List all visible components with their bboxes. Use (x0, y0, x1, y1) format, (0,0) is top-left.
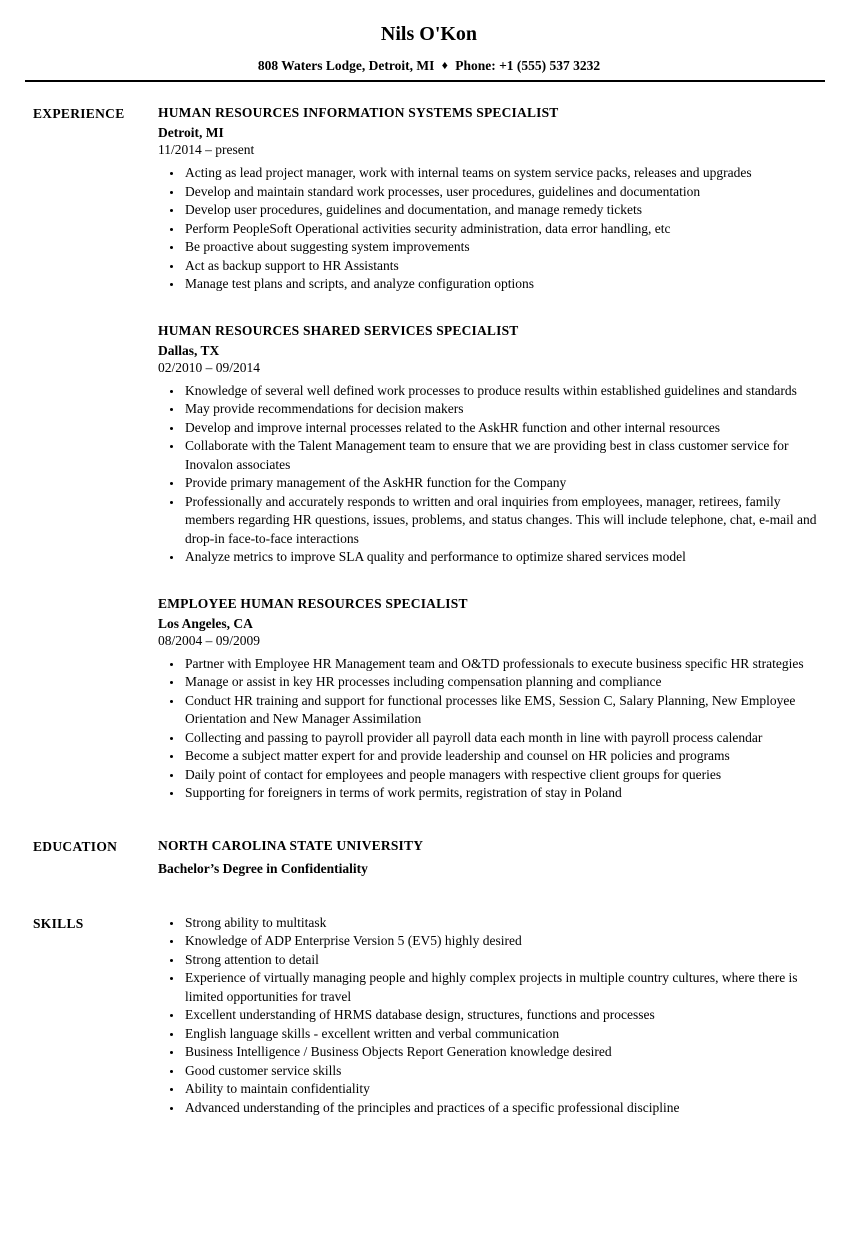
job-entry-3 (158, 594, 825, 803)
bullet-item: • Acting as lead project manager, work with internal teams on system service packs, releases and upgrades (183, 164, 825, 183)
bullet-item: • Perform PeopleSoft Operational activities security administration, data error handling, etc (183, 220, 825, 239)
bullet-item: • Strong ability to multitask (183, 914, 825, 933)
bullet-item: • Knowledge of ADP Enterprise Version 5 (EV5) highly desired (183, 932, 825, 951)
job-bullet-list (158, 382, 825, 567)
skills-label: SKILLS (33, 915, 84, 931)
bullet-item: • Develop user procedures, guidelines and documentation, and manage remedy tickets (183, 201, 825, 220)
candidate-name: Nils O'Kon (380, 23, 478, 45)
bullet-item: • Experience of virtually managing people and highly complex projects in multiple country cultures, where there is limited opportunities for travel (183, 969, 825, 1006)
bullet-item: • Become a subject matter expert for and provide leadership and counsel on HR policies and programs (183, 747, 825, 766)
bullet-item: • Good customer service skills (183, 1062, 825, 1081)
resume-header (33, 22, 825, 82)
bullet-item: • Conduct HR training and support for functional processes like EMS, Session C, Salary Planning, New Employee Orientation and New Manager Assimilation (183, 692, 825, 729)
bullet-item: • Knowledge of several well defined work processes to produce results within established guidelines and standards (183, 382, 825, 401)
contact-line (33, 57, 825, 74)
bullet-item: • Develop and improve internal processes related to the AskHR function and other internal resources (183, 419, 825, 438)
bullet-item: • Advanced understanding of the principles and practices of a specific professional discipline (183, 1099, 825, 1118)
skills-bullet-list (158, 914, 825, 1118)
job-dates: 11/2014 – present (158, 142, 255, 157)
job-title: HUMAN RESOURCES SHARED SERVICES SPECIALIST (158, 322, 519, 338)
bullet-item: • English language skills - excellent written and verbal communication (183, 1025, 825, 1044)
experience-label: EXPERIENCE (33, 106, 125, 121)
header-divider (25, 80, 825, 82)
section-education (33, 836, 825, 877)
bullet-item: • Develop and maintain standard work processes, user procedures, guidelines and documentation (183, 183, 825, 202)
job-dates: 08/2004 – 09/2009 (158, 632, 261, 648)
contact-address: 808 Waters Lodge, Detroit, MI (257, 58, 435, 73)
skills-content (158, 913, 825, 1118)
bullet-item: • Supporting for foreigners in terms of work permits, registration of stay in Poland (183, 784, 825, 803)
job-dates: 02/2010 – 09/2014 (158, 359, 261, 375)
section-skills (33, 913, 825, 1118)
job-location: Detroit, MI (158, 125, 224, 140)
job-entry-1 (158, 103, 825, 294)
education-label: EDUCATION (33, 838, 118, 854)
bullet-item: • May provide recommendations for decision makers (183, 400, 825, 419)
job-location: Dallas, TX (158, 342, 220, 358)
bullet-item: • Excellent understanding of HRMS database design, structures, functions and processes (183, 1006, 825, 1025)
bullet-item: • Professionally and accurately responds to written and oral inquiries from employees, manager, retirees, family members regarding HR questions, issues, problems, and status changes. This will include telephone, chat, e-mail and drop-in face-to-face interactions (183, 493, 825, 549)
contact-phone: Phone: +1 (555) 537 3232 (455, 58, 601, 73)
bullet-item: • Act as backup support to HR Assistants (183, 257, 825, 276)
experience-content (158, 103, 825, 803)
job-title: EMPLOYEE HUMAN RESOURCES SPECIALIST (158, 595, 468, 611)
bullet-item: • Manage test plans and scripts, and analyze configuration options (183, 275, 825, 294)
bullet-item: • Daily point of contact for employees and people managers with respective client groups for queries (183, 766, 825, 785)
bullet-item: • Be proactive about suggesting system improvements (183, 238, 825, 257)
job-bullet-list (158, 164, 825, 294)
bullet-item: • Ability to maintain confidentiality (183, 1080, 825, 1099)
bullet-item: • Collaborate with the Talent Management team to ensure that we are providing best in class customer service for Inovalon associates (183, 437, 825, 474)
bullet-item: • Collecting and passing to payroll provider all payroll data each month in line with payroll process calendar (183, 729, 825, 748)
education-content (158, 836, 825, 877)
bullet-item: • Analyze metrics to improve SLA quality and performance to optimize shared services model (183, 548, 825, 567)
job-entry-2 (158, 321, 825, 567)
job-bullet-list (158, 655, 825, 803)
bullet-item: • Strong attention to detail (183, 951, 825, 970)
section-experience (33, 103, 825, 803)
job-title: HUMAN RESOURCES INFORMATION SYSTEMS SPECIALIST (158, 105, 559, 120)
education-degree: Bachelor’s Degree in Confidentiality (158, 860, 368, 876)
job-location: Los Angeles, CA (158, 615, 253, 631)
education-school: NORTH CAROLINA STATE UNIVERSITY (158, 837, 424, 853)
bullet-item: • Manage or assist in key HR processes including compensation planning and compliance (183, 673, 825, 692)
bullet-item: • Provide primary management of the AskHR function for the Company (183, 474, 825, 493)
bullet-item: • Partner with Employee HR Management team and O&TD professionals to execute business specific HR strategies (183, 655, 825, 674)
diamond-icon: ♦ (441, 58, 448, 72)
bullet-item: • Business Intelligence / Business Objects Report Generation knowledge desired (183, 1043, 825, 1062)
